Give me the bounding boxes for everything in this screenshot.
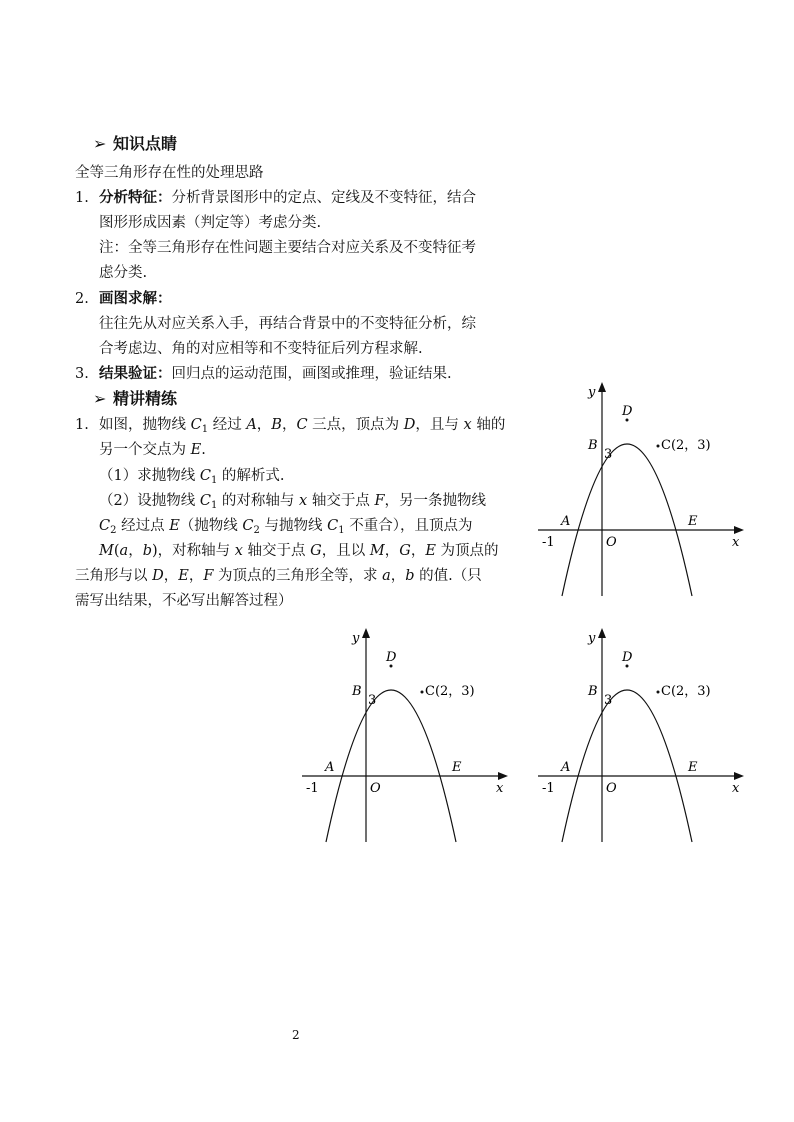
label-e: E — [452, 760, 462, 775]
x-axis-arrow-icon — [498, 772, 508, 780]
label-e: E — [688, 514, 698, 529]
step2-line2: 合考虑边、角的对应相等和不变特征后列方程求解. — [99, 341, 423, 357]
section-title: 精讲精练 — [113, 389, 178, 408]
step1-number: 1. — [75, 190, 89, 206]
problem-line6: M(a，b)，对称轴与 x 轴交于点 G，且以 M，G，E 为顶点的 — [99, 543, 499, 559]
label-x: x — [732, 535, 740, 550]
parabola-graph-copy-2 — [530, 624, 750, 849]
label-three: 3 — [604, 447, 613, 462]
step1-cont: 图形形成因素（判定等）考虑分类. — [99, 215, 322, 231]
label-c: C(2，3) — [661, 684, 711, 699]
label-o: O — [606, 535, 617, 550]
step1-text: 分析背景图形中的定点、定线及不变特征，结合 — [171, 190, 476, 206]
step2-number: 2. — [75, 291, 89, 307]
parabola-graph-main — [530, 378, 750, 603]
parabola-curve — [562, 444, 692, 596]
step3-text: 回归点的运动范围，画图或推理，验证结果. — [171, 366, 452, 382]
label-y: y — [588, 385, 596, 400]
section-heading-practice — [93, 388, 177, 410]
step3-number: 3. — [75, 366, 89, 382]
label-o: O — [370, 781, 381, 796]
label-a: A — [325, 760, 335, 775]
section-title: 知识点睛 — [113, 134, 178, 153]
point-c-dot — [421, 691, 424, 694]
y-axis-arrow-icon — [362, 628, 370, 638]
label-e: E — [688, 760, 698, 775]
label-d: D — [386, 650, 397, 665]
problem-line3: （1）求抛物线 $C_1$ 的解析式. — [99, 468, 285, 486]
section-heading-knowledge — [93, 133, 177, 155]
x-axis-arrow-icon — [734, 772, 744, 780]
label-neg1: -1 — [542, 535, 555, 550]
label-b: B — [588, 684, 598, 699]
parabola-curve — [562, 690, 692, 842]
label-neg1: -1 — [306, 781, 319, 796]
label-three: 3 — [368, 693, 377, 708]
label-d: D — [622, 650, 633, 665]
point-c-dot — [657, 445, 660, 448]
page-number: 2 — [292, 1028, 300, 1042]
problem-number: 1. — [75, 417, 89, 433]
problem-line2: 另一个交点为 E. — [99, 442, 206, 458]
problem-line7: 三角形与以 D，E，F 为顶点的三角形全等，求 a，b 的值.（只 — [75, 568, 482, 584]
label-a: A — [561, 760, 571, 775]
label-y: y — [352, 631, 360, 646]
label-neg1: -1 — [542, 781, 555, 796]
label-x: x — [496, 781, 504, 796]
step1-note-line1: 注：全等三角形存在性问题主要结合对应关系及不变特征考 — [99, 240, 476, 256]
label-three: 3 — [604, 693, 613, 708]
problem-line1: 1. 如图，抛物线 $C_1$ 经过 A，B，C 三点，顶点为 D，且与 x 轴的 — [75, 417, 506, 435]
step2-line — [75, 289, 172, 309]
step1-label: 分析特征： — [99, 189, 172, 206]
label-c: C(2，3) — [425, 684, 475, 699]
problem-line8: 需写出结果，不必写出解答过程） — [75, 593, 293, 609]
label-a: A — [561, 514, 571, 529]
arrow-bullet-icon: ➢ — [93, 134, 107, 153]
label-b: B — [352, 684, 362, 699]
label-x: x — [732, 781, 740, 796]
label-o: O — [606, 781, 617, 796]
step1-line — [75, 188, 476, 208]
problem-line5: $C_2$ 经过点 E（抛物线 $C_2$ 与抛物线 $C_1$ 不重合），且顶点为 — [99, 518, 473, 536]
parabola-graph-copy-1 — [294, 624, 514, 849]
arrow-bullet-icon: ➢ — [93, 389, 107, 408]
x-axis-arrow-icon — [734, 526, 744, 534]
label-y: y — [588, 631, 596, 646]
problem-line4: （2）设抛物线 $C_1$ 的对称轴与 x 轴交于点 F，另一条抛物线 — [99, 493, 487, 511]
step2-line1: 往往先从对应关系入手，再结合背景中的不变特征分析，综 — [99, 316, 476, 332]
step2-label: 画图求解： — [99, 290, 172, 307]
intro-line: 全等三角形存在性的处理思路 — [75, 165, 264, 181]
y-axis-arrow-icon — [598, 628, 606, 638]
parabola-curve — [326, 690, 456, 842]
point-c-dot — [657, 691, 660, 694]
step3-label: 结果验证： — [99, 365, 172, 382]
step1-note-line2: 虑分类. — [99, 265, 148, 281]
y-axis-arrow-icon — [598, 382, 606, 392]
label-d: D — [622, 404, 633, 419]
label-b: B — [588, 438, 598, 453]
step3-line — [75, 364, 452, 384]
label-c: C(2，3) — [661, 438, 711, 453]
